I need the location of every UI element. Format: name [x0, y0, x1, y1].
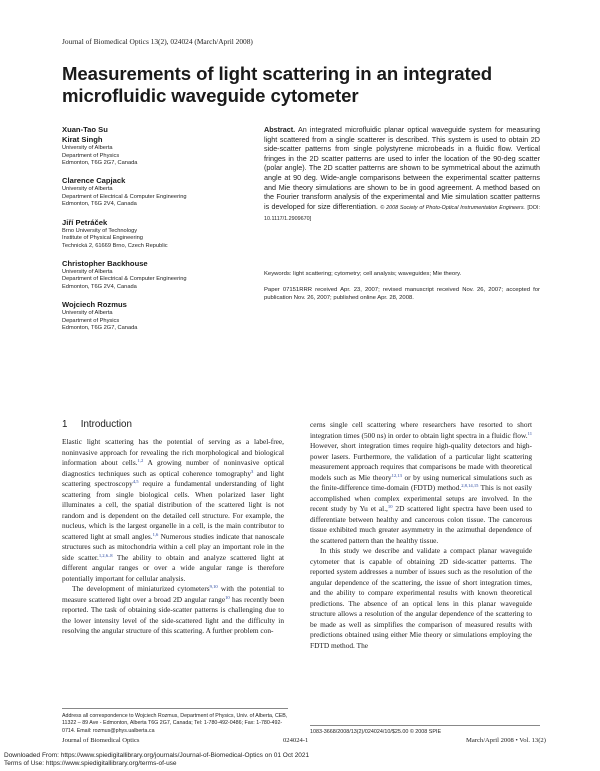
- affiliation-line: Department of Physics: [62, 152, 120, 159]
- section-heading: [62, 419, 132, 430]
- affiliation-line: Institute of Physical Engineering: [62, 235, 143, 242]
- correspondence-footnote: Address all correspondence to Wojciech Rozmus, Department of Physics, Univ. of Alberta, CEB, 11322 – 89 Ave - Edmonton, Alberta T6G 2G7, Canada; Tel: 1-780-492-0486; Fax: 1-780-492-0714. Email: rozmus@phys.ualberta.ca: [62, 713, 288, 734]
- affiliation-line: Brno University of Technology: [62, 227, 138, 234]
- citation-link[interactable]: 3: [251, 468, 254, 474]
- footnote-divider: [62, 708, 288, 709]
- citation-link[interactable]: 1,2: [137, 458, 144, 463]
- citation-link[interactable]: 1,2,6–8: [98, 552, 113, 558]
- author-name: Wojciech Rozmus: [62, 300, 127, 310]
- author-block: [62, 176, 262, 209]
- affiliation-line: University of Alberta: [62, 145, 113, 151]
- author-name: Clarence Capjack: [62, 176, 126, 186]
- affiliation-line: Technická 2, 61669 Brno, Czech Republic: [62, 242, 168, 249]
- author-list: [62, 125, 262, 341]
- citation-link[interactable]: 9,10: [209, 584, 218, 589]
- affiliation-line: University of Alberta: [62, 186, 113, 193]
- download-notice: [4, 752, 309, 768]
- author-block: [62, 218, 262, 251]
- footer-journal: Journal of Biomedical Optics: [62, 737, 140, 744]
- terms-of-use-link[interactable]: Terms of Use: https://www.spiedigitallibrary.org/terms-of-use: [4, 760, 177, 768]
- paragraph: The development of miniaturized cytometers$^{9,10}$ with the potential to measure scattered light over a broad 2D angular range$^{10}$ has recently been reported. The task of obtaining side-scatter patterns is challenging due to the lower intensity level of the side-scattered light and the difficulty in resolving the angular structure of this scattering. A further problem con-: [62, 584, 285, 635]
- footer-issue: March/April 2008 • Vol. 13(2): [466, 737, 546, 744]
- article-title: Measurements of light scattering in an integrated microfluidic waveguide cytometer: [62, 63, 493, 106]
- citation-link[interactable]: 12,13: [391, 472, 402, 478]
- paragraph: cerns single cell scattering where researchers have resorted to short integration times (500 ns) in order to obtain light spectra in a fluidic flow.$^{11}$ However, short integration times require high-quality detectors and high-power lasers. Furthermore, the validation of a particular light scattering measurement approach requires that comparisons be made with theoretical models such as Mie theory$^{12,13}$ or by using numerical simulations such as the finite-difference time-domain (FDTD) method.$^{2,8,14,15}$ This is not easily accomplished when complex experimental setups are involved. In the recent study by Yu et al.,$^{10}$ 2D scattered light spectra have been used to differentiate between healthy and cancerous colon tissue. The cancerous tissue exhibited much greater asymmetry in the azimuthal dependence of the scattered pattern than the healthy tissue.: [310, 420, 533, 545]
- keywords: Keywords: light scattering; cytometry; cell analysis; waveguides; Mie theory.: [264, 271, 462, 277]
- citation-link[interactable]: 10: [387, 504, 393, 509]
- author-name: Jiří Petráček: [62, 217, 108, 227]
- doi-link[interactable]: [DOI: 10.1117/1.2909670]: [264, 204, 540, 223]
- author-name: Xuan-Tao Su: [62, 125, 108, 134]
- author-name: Christopher Backhouse: [62, 258, 148, 268]
- citation-link[interactable]: 2,8,14,15: [461, 483, 479, 488]
- affiliation-line: Department of Electrical & Computer Engineering: [62, 193, 187, 200]
- paragraph: Elastic light scattering has the potential of serving as a label-free, noninvasive approach for revealing the rich morphological and biological information about cells.$^{1,2}$ A growing number of noninvasive optical diagnostics techniques such as optical coherence tomography$^3$ and light scattering spectroscopy$^{4,5}$ require a fundamental understanding of light scattering from single biological cells. When polarized laser light illuminates a cell, the spatial distribution of the scattered light is not random and is dependent on the detailed cell structure. For example, the nucleus, which is the largest organelle in a cell, is the main contributor to scattered light at small angles.$^{1,6}$ Numerous studies indicate that nanoscale structures such as mitochondria within a cell play an important role in the side scatter.$^{1,2,6-8}$ The ability to obtain and analyze scattered light at different angular ranges or over a wide angular range is therefore potentially important for cellular analysis.: [62, 437, 284, 583]
- section-number: 1: [62, 419, 68, 430]
- paper-history: Paper 07151RRR received Apr. 23, 2007; revised manuscript received Nov. 26, 2007; accepted for publication Nov. 26, 2007; published online Apr. 28, 2008.: [264, 287, 540, 302]
- citation-link[interactable]: 1,6: [152, 531, 159, 537]
- body-column-left: [62, 437, 284, 637]
- affiliation-line: University of Alberta: [62, 310, 113, 317]
- author-block: [62, 125, 262, 135]
- issn-divider: [310, 725, 540, 726]
- section-title: Introduction: [80, 419, 132, 430]
- citation-link[interactable]: 10: [225, 594, 230, 600]
- affiliation-line: University of Alberta: [62, 268, 113, 275]
- abstract-label: Abstract.: [264, 125, 296, 134]
- author-block: [62, 300, 262, 333]
- author-name: Kirat Singh: [62, 135, 103, 144]
- copyright-notice: © 2008 Society of Photo-Optical Instrumentation Engineers.: [380, 204, 526, 211]
- abstract-text: An integrated microfluidic planar optical waveguide system for measuring light scattered from a single scatterer is described. This system is used to obtain 2D side-scatter patterns from single polystyrene microbeads in a fluidic flow. Vertical fringes in the 2D scatter patterns are used to infer the location of the 90-deg scatter (polar angle). The 2D scatter patterns are shown to be symmetrical about the azimuth angle at 90 deg. Wide-angle comparisons between the experimental scatter patterns and Mie theory simulations are shown to be in good agreement. A method based on the Fourier transform analysis of the experimental and Mie simulation scatter patterns is developed for size differentiation.: [264, 125, 540, 211]
- affiliation-line: Edmonton, T6G 2V4, Canada: [62, 284, 137, 291]
- affiliation-line: Department of Electrical & Computer Engineering: [62, 276, 187, 283]
- affiliation-line: Edmonton, T6G 2G7, Canada: [62, 325, 138, 332]
- affiliation-line: Edmonton, T6G 2G7, Canada: [62, 160, 138, 167]
- affiliation-line: Edmonton, T6G 2V4, Canada: [62, 201, 137, 208]
- footer-page-number: 024024-1: [283, 737, 309, 744]
- journal-header: Journal of Biomedical Optics 13(2), 024024 (March/April 2008): [62, 37, 253, 46]
- citation-link[interactable]: 11: [527, 430, 532, 436]
- body-column-right: [310, 420, 532, 651]
- paragraph: In this study we describe and validate a compact planar waveguide cytometer that is capable of obtaining 2D side-scatter patterns. The reported system addresses a number of issues such as the resolution of the angular dependence of the scattering, the issue of short integration times, and the ability to compare experimental results with known theoretical predictions. The absence of an optical lens in this planar waveguide structure allows a resolution of the angular dependence of the scattering to be made as well as simplifies the comparison of measured results with predictions obtained using either Mie theory or simulations employing the FDTD method. The: [310, 546, 532, 650]
- issn-line: 1083-3668/2008/13(2)/024024/10/$25.00 © 2008 SPIE: [310, 729, 442, 735]
- abstract: [264, 125, 540, 225]
- affiliation-line: Department of Physics: [62, 317, 120, 324]
- author-block: [62, 135, 262, 168]
- download-source-link[interactable]: Downloaded From: https://www.spiedigitallibrary.org/journals/Journal-of-Biomedical-Optics on 01 Oct 2021: [4, 752, 310, 759]
- author-block: [62, 259, 262, 292]
- citation-link[interactable]: 4,5: [132, 479, 139, 484]
